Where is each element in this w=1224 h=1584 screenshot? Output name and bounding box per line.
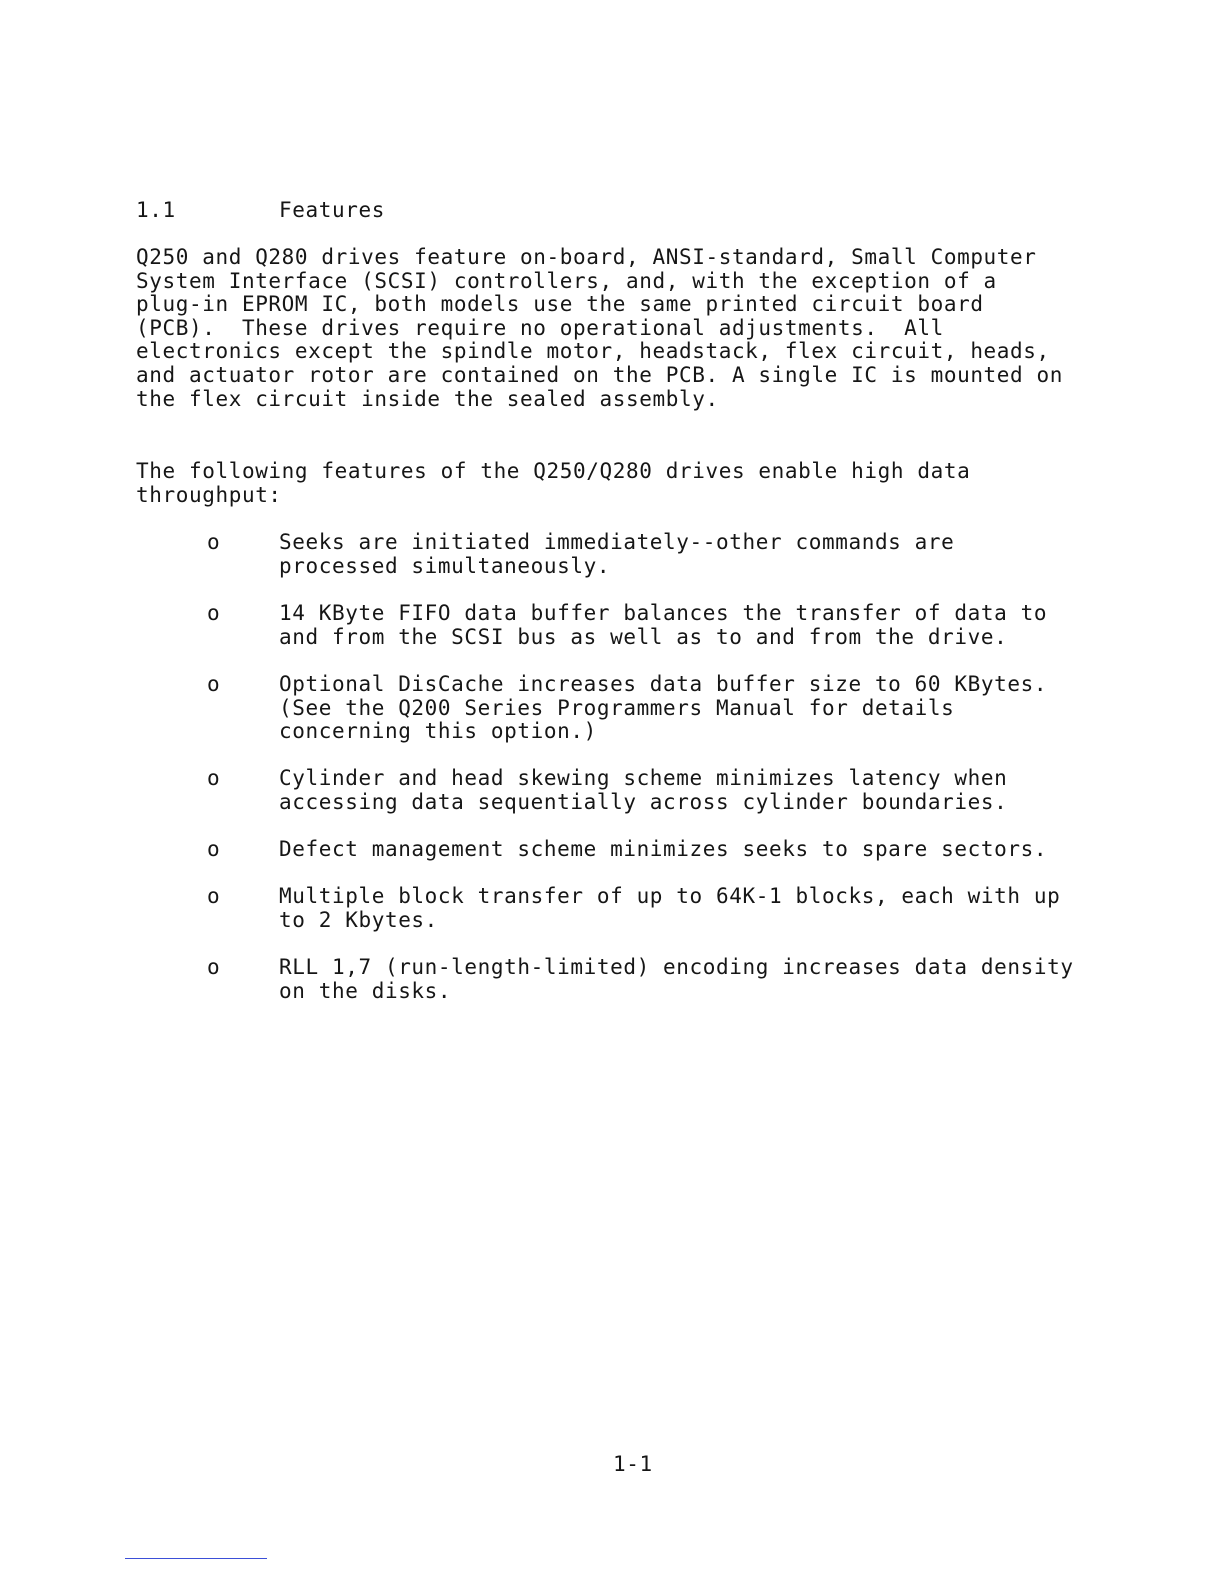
intro-paragraph [136, 246, 1176, 411]
list-item-text [279, 531, 954, 578]
list-item-line: concerning this option.) [279, 719, 597, 744]
list-item-line: Multiple block transfer of up to 64K-1 blocks, each with up [279, 884, 1061, 908]
list-item-line: Defect management scheme minimizes seeks to spare sectors. [279, 837, 1048, 861]
list-item-line: Cylinder and head skewing scheme minimizes latency when [279, 766, 1008, 790]
paragraph-line: The following features of the Q250/Q280 drives enable high data [136, 459, 971, 483]
list-item-text [279, 767, 1007, 814]
section-title: Features [279, 198, 385, 222]
paragraph-line: plug-in EPROM IC, both models use the same printed circuit board [136, 292, 984, 317]
list-item-line: to 2 Kbytes. [279, 907, 438, 932]
bullet-marker: o [207, 530, 220, 554]
list-item-line: on the disks. [279, 978, 452, 1003]
paragraph-line: and actuator rotor are contained on the PCB. A single IC is mounted on [136, 362, 1064, 387]
list-item-line: Seeks are initiated immediately--other commands are [279, 530, 955, 554]
paragraph-line: the flex circuit inside the sealed assembly. [136, 386, 719, 411]
list-item-line: 14 KByte FIFO data buffer balances the transfer of data to [279, 601, 1048, 625]
list-item-text [279, 956, 1074, 1003]
list-item-line: accessing data sequentially across cylinder boundaries. [279, 789, 1008, 814]
paragraph-line: Q250 and Q280 drives feature on-board, ANSI-standard, Small Computer [136, 245, 1037, 269]
bullet-marker: o [207, 837, 220, 861]
bullet-marker: o [207, 955, 220, 979]
bullet-marker: o [207, 884, 220, 908]
footnote-rule [125, 1558, 267, 1559]
list-item-text [279, 838, 1047, 862]
section-number: 1.1 [136, 198, 176, 222]
lead-paragraph [136, 460, 1176, 507]
paragraph-line: (PCB). These drives require no operational adjustments. All [136, 315, 944, 340]
list-item-text [279, 885, 1060, 932]
list-item-line: and from the SCSI bus as well as to and from the drive. [279, 624, 1008, 649]
paragraph-line: throughput: [136, 482, 282, 507]
bullet-marker: o [207, 766, 220, 790]
bullet-marker: o [207, 672, 220, 696]
list-item-line: processed simultaneously. [279, 553, 611, 578]
list-item-line: RLL 1,7 (run-length-limited) encoding increases data density [279, 955, 1074, 979]
list-item-text [279, 673, 1047, 744]
paragraph-line: electronics except the spindle motor, headstack, flex circuit, heads, [136, 339, 1050, 364]
list-item-line: Optional DisCache increases data buffer size to 60 KBytes. [279, 672, 1048, 696]
page-number: 1-1 [613, 1452, 653, 1476]
list-item-line: (See the Q200 Series Programmers Manual for details [279, 695, 955, 720]
list-item-text [279, 602, 1047, 649]
bullet-marker: o [207, 601, 220, 625]
paragraph-line: System Interface (SCSI) controllers, and, with the exception of a [136, 268, 997, 293]
